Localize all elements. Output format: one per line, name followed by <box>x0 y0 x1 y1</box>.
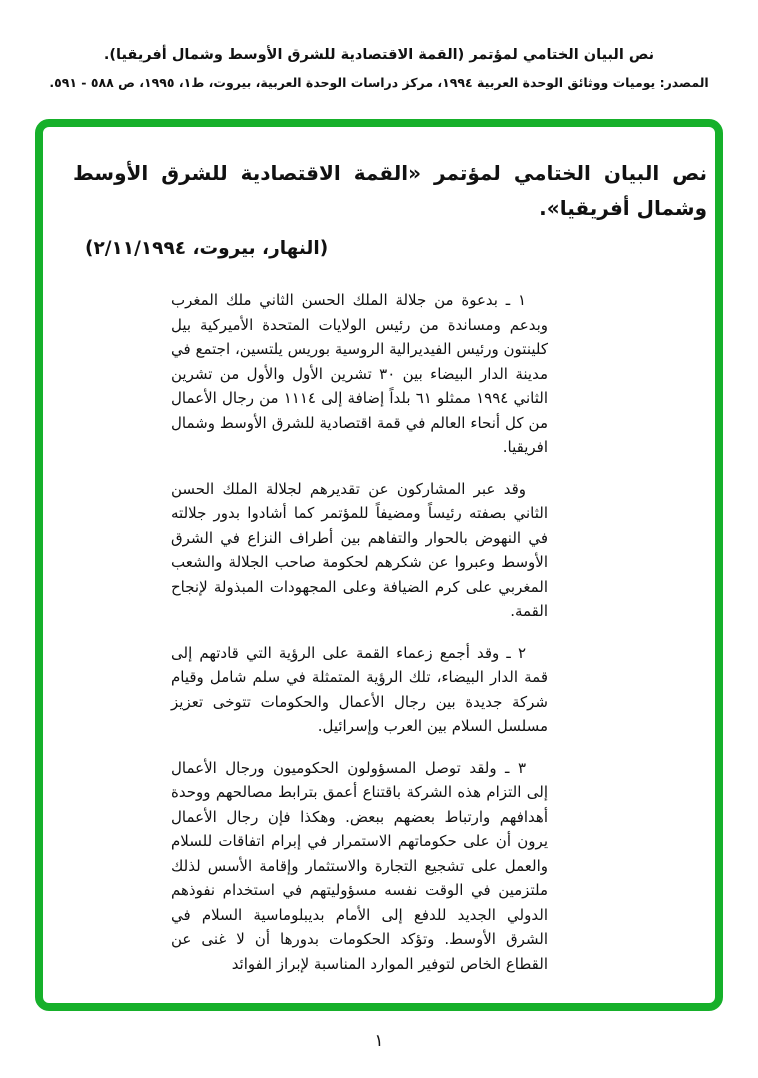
paragraph-3: ٢ ـ وقد أجمع زعماء القمة على الرؤية التي قادتهم إلى قمة الدار البيضاء، تلك الرؤية المتمثلة في سلم شامل وقيام شركة جديدة بين رجال الأعمال والحكومات تتوخى تعزيز مسلسل السلام بين العرب وإسرائيل. <box>171 643 548 735</box>
header-source-citation: المصدر: يوميات ووثائق الوحدة العربية ١٩٩٤، مركز دراسات الوحدة العربية، بيروت، ط١، ١٩٩٥، ص ٥٨٨ - ٥٩١. <box>49 75 709 90</box>
paragraph-4: ٣ ـ ولقد توصل المسؤولون الحكوميون ورجال الأعمال إلى التزام هذه الشركة باقتناع أعمق بترابط مصالحهم ووحدة أهدافهم وارتباط بعضهم ببعض. وهكذا فإن رجال الأعمال يرون أن على حكوماتهم الاستمرار في إبرام اتفاقات للسلام والعمل على تشجيع التجارة والاستثمار وإقامة الأسس لذلك ملتزمين في الوقت نفسه مسؤوليتهم في استخدام نفوذهم الدولي الجديد للدفع إلى الأمام بديبلوماسية السلام في الشرق الأوسط. وتؤكد الحكومات بدورها أن لا غنى عن القطاع الخاص لتوفير الموارد المناسبة لإبراز الفوائد <box>171 758 548 973</box>
paragraph-1: ١ ـ بدعوة من جلالة الملك الحسن الثاني ملك المغرب وبدعم ومساندة من رئيس الولايات المتحدة الأميركية بيل كلينتون ورئيس الفيديرالية الروسية بوريس يلتسين، اجتمع في مدينة الدار البيضاء بين ٣٠ تشرين الأول والأول من تشرين الثاني ١٩٩٤ ممثلو ٦١ بلداً إضافة إلى ١١١٤ من رجال الأعمال من كل أنحاء العالم في قمة اقتصادية للشرق الأوسط وشمال افريقيا. <box>171 291 549 456</box>
highlight-box <box>35 119 723 1011</box>
document-body <box>171 288 548 993</box>
document-dateline: (النهار، بيروت، ٢/١١/١٩٩٤) <box>85 238 329 259</box>
page-number: ١ <box>374 1031 384 1051</box>
paragraph-2: وقد عبر المشاركون عن تقديرهم لجلالة الملك الحسن الثاني بصفته رئيساً ومضيفاً للمؤتمر كما أشادوا بدور جلالته في النهوض بالحوار والتفاهم بين أطراف النزاع في الشرق الأوسط وعبروا عن شكرهم لحكومة صاحب الجلالة والشعب المغربي على كرم الضيافة وعلى المجهودات المبذولة لإنجاح القمة. <box>171 479 548 620</box>
page-header <box>0 44 758 92</box>
document-title: نص البيان الختامي لمؤتمر «القمة الاقتصادية للشرق الأوسط وشمال أفريقيا». <box>73 161 707 220</box>
header-title: نص البيان الختامي لمؤتمر (القمة الاقتصادية للشرق الأوسط وشمال أفريقيا). <box>103 47 655 63</box>
